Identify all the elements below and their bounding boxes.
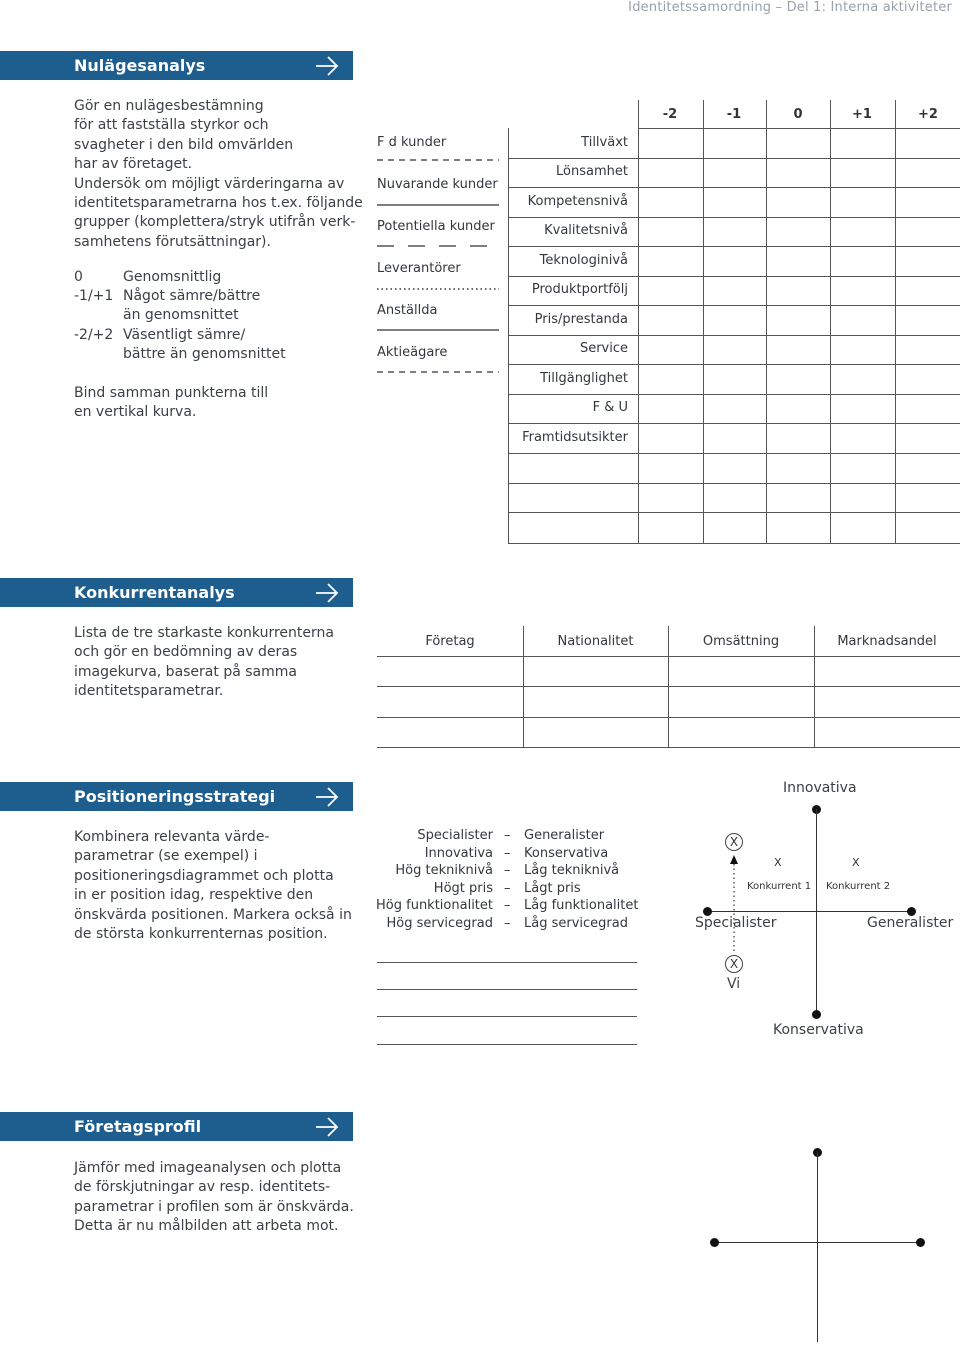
pair-left: Hög funktionalitet (376, 898, 493, 913)
scale-code: -2/+2 (74, 327, 114, 343)
section-bar-position (0, 782, 353, 811)
arrow-right-icon (315, 583, 339, 603)
competitor-marker: X (852, 856, 860, 869)
competitor-label: Konkurrent 1 (747, 881, 812, 892)
desired-position-marker: X (725, 833, 743, 851)
profil-intro: Jämför med imageanalysen och plotta de förskjutningar av resp. identitets- parametrar i profilen som är önskvärda. Detta är nu målbilden att arbeta mot. (74, 1160, 354, 1235)
scale-header: -2 (662, 107, 678, 122)
pair-left: Hög tekniknivå (395, 863, 493, 878)
column-header: Marknadsandel (837, 634, 937, 649)
line-style-dashed (377, 370, 499, 374)
scale-text: Väsentligt sämre/ bättre än genomsnittet (123, 327, 286, 363)
competitor-table (377, 626, 960, 748)
line-style-solid (377, 328, 499, 332)
pair-dash: – (504, 845, 511, 861)
nulage-outro: Bind samman punkterna till en vertikal kurva. (74, 385, 269, 421)
group-label: Potentiella kunder (377, 219, 495, 234)
section-bar-konkurrent (0, 578, 353, 607)
scale-header: +2 (918, 107, 938, 122)
profile-cross-diagram (700, 1130, 940, 1350)
nulage-intro: Gör en nulägesbestämning för att fastställa styrkor och svagheter i den bild omvärlden har av företaget. Undersök om möjligt värderingarna av identitetsparametrarna hos t.ex. följande grupper (komplettera/stryk utifrån verk- samhetens förutsättningar). (74, 98, 363, 250)
parameter-label: Tillväxt (581, 135, 628, 150)
pair-left: Högt pris (433, 880, 493, 896)
group-label: F d kunder (377, 135, 447, 150)
pair-left: Hög servicegrad (386, 915, 493, 931)
parameter-label: Produktportfölj (531, 282, 628, 297)
parameter-label: Kvalitetsnivå (544, 223, 628, 238)
arrow-right-icon (315, 1117, 339, 1137)
group-label: Aktieägare (377, 345, 448, 360)
pair-right: Låg tekniknivå (524, 863, 620, 878)
line-style-dashed (377, 158, 499, 162)
scale-code: -1/+1 (74, 288, 114, 304)
pair-right: Konservativa (524, 845, 609, 861)
axis-end-dot (916, 1238, 925, 1247)
parameter-label: F & U (592, 400, 628, 415)
pair-dash: – (504, 863, 511, 878)
position-intro: Kombinera relevanta värde- parametrar (se exempel) i positioneringsdiagrammet och plotta in er position idag, respektive den önskvärda positionen. Markera också in de största konkurrenternas position. (74, 829, 352, 943)
line-style-solid (377, 203, 499, 207)
arrow-right-icon (315, 56, 339, 76)
parameter-pairs (377, 828, 647, 938)
arrow-right-icon (315, 787, 339, 807)
pair-dash: – (504, 915, 511, 931)
parameter-label: Teknologinivå (539, 253, 628, 268)
competitor-label: Konkurrent 2 (826, 881, 891, 892)
column-header: Nationalitet (557, 634, 634, 649)
axis-end-dot (710, 1238, 719, 1247)
column-header: Omsättning (702, 634, 780, 649)
parameter-label: Framtidsutsikter (522, 430, 628, 445)
section-bar-nulage (0, 51, 353, 80)
group-label: Nuvarande kunder (377, 177, 498, 192)
pair-right: Låg funktionalitet (524, 898, 639, 913)
parameter-label: Service (579, 341, 628, 356)
scale-header: +1 (852, 107, 872, 122)
pair-right: Låg servicegrad (524, 915, 628, 931)
scale-code: 0 (74, 269, 83, 285)
section-title: Konkurrentanalys (74, 583, 235, 602)
scale-header: 0 (793, 107, 803, 122)
current-position-marker: X (725, 955, 743, 973)
line-style-dotted (377, 287, 499, 291)
parameter-label: Pris/prestanda (534, 312, 628, 327)
section-title: Positioneringsstrategi (74, 787, 276, 806)
axis-label-left: Specialister (695, 915, 777, 931)
axis-label-top: Innovativa (783, 780, 857, 796)
parameter-label: Kompetensnivå (527, 194, 628, 209)
writing-line (377, 989, 637, 990)
competitor-marker: X (774, 856, 782, 869)
pair-dash: – (504, 828, 511, 843)
pair-left: Specialister (417, 828, 493, 843)
axis-end-dot (812, 1010, 821, 1019)
group-label: Leverantörer (377, 261, 461, 276)
scale-text: Genomsnittlig (123, 269, 222, 285)
positioning-diagram (660, 770, 960, 1050)
writing-line (377, 1044, 637, 1045)
line-style-long-dash (377, 244, 499, 248)
section-title: Företagsprofil (74, 1117, 202, 1136)
pair-left: Innovativa (424, 845, 493, 861)
parameter-label: Tillgänglighet (540, 371, 628, 386)
profile-grid (508, 100, 960, 544)
column-header: Företag (425, 634, 475, 649)
section-bar-profil (0, 1112, 353, 1141)
konkurrent-intro: Lista de tre starkaste konkurrenterna och gör en bedömning av deras imagekurva, baserat på samma identitetsparametrar. (74, 625, 334, 700)
writing-line (377, 962, 637, 963)
pair-dash: – (504, 880, 511, 896)
position-shift-arrow (726, 852, 742, 956)
writing-line (377, 1016, 637, 1017)
axis-label-bottom: Konservativa (773, 1022, 864, 1038)
running-header: Identitetssamordning – Del 1: Interna aktiviteter (628, 0, 952, 15)
parameter-label: Lönsamhet (556, 164, 628, 179)
section-title: Nulägesanalys (74, 56, 206, 75)
group-label: Anställda (377, 303, 438, 318)
scale-header: -1 (726, 107, 742, 122)
pair-right: Generalister (524, 828, 605, 843)
axis-label-right: Generalister (867, 915, 954, 931)
pair-dash: – (504, 898, 511, 913)
current-position-label: Vi (727, 976, 741, 992)
pair-right: Lågt pris (524, 880, 581, 896)
scale-text: Något sämre/bättre än genomsnittet (123, 288, 261, 324)
